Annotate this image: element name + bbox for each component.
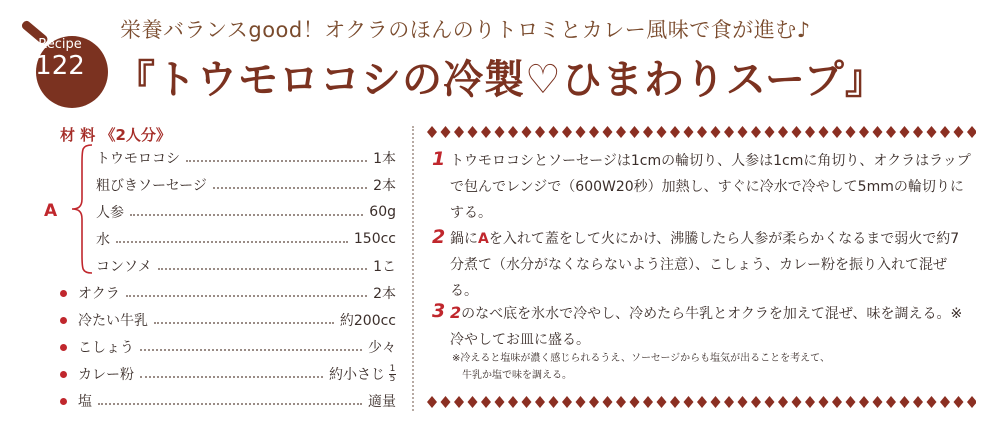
diamond-icon <box>589 396 599 408</box>
bullet-icon <box>60 344 67 351</box>
diamond-icon <box>927 396 937 408</box>
ingredient-amount: 1本 <box>373 151 396 167</box>
diamond-icon <box>873 396 883 408</box>
diamond-icon <box>954 396 964 408</box>
diamond-icon <box>603 396 613 408</box>
leader-dots <box>116 241 348 243</box>
diamond-icon <box>859 126 869 138</box>
diamond-icon <box>616 396 626 408</box>
bullet-icon <box>60 317 67 324</box>
ingredient-row <box>78 308 396 332</box>
diamond-icon <box>832 126 842 138</box>
diamond-icon <box>873 126 883 138</box>
diamond-icon <box>549 126 559 138</box>
diamond-icon <box>846 396 856 408</box>
diamond-icon <box>900 126 910 138</box>
diamond-icon <box>805 126 815 138</box>
ingredient-amount <box>329 364 396 385</box>
amount-text: 約小さじ <box>329 366 385 383</box>
fraction <box>389 365 396 384</box>
diamond-icon <box>805 396 815 408</box>
ingredients-heading: 材 料 《2人分》 <box>60 126 171 144</box>
step-number: 3 <box>432 300 446 322</box>
ingredient-name: 塩 <box>78 394 92 410</box>
diamond-icon <box>684 396 694 408</box>
ingredient-name: カレー粉 <box>78 367 134 383</box>
brace-icon <box>70 143 94 275</box>
ingredient-row <box>78 362 396 386</box>
step-text-body: のなべ底を氷水で冷やし、冷めたら牛乳とオクラを加えて混ぜ、味を調える。※ 冷やしてお皿に盛る。 <box>450 306 963 348</box>
diamond-icon <box>468 126 478 138</box>
ingredient-amount: 1こ <box>373 259 396 275</box>
diamond-icon <box>522 396 532 408</box>
diamond-icon <box>535 396 545 408</box>
diamond-icon <box>630 126 640 138</box>
ingredient-row <box>96 227 396 251</box>
diamond-icon <box>643 126 653 138</box>
diamond-icon <box>913 396 923 408</box>
diamond-icon <box>900 396 910 408</box>
diamond-icon <box>765 396 775 408</box>
diamond-icon <box>940 396 950 408</box>
diamond-icon <box>481 126 491 138</box>
diamond-icon <box>508 396 518 408</box>
diamond-icon <box>549 396 559 408</box>
diamond-icon <box>859 396 869 408</box>
note <box>452 350 952 384</box>
diamond-icon <box>454 396 464 408</box>
leader-dots <box>186 160 367 162</box>
ingredient-row <box>78 389 396 413</box>
ingredient-name: こしょう <box>78 340 134 356</box>
ingredient-amount: 2本 <box>373 286 396 302</box>
leader-dots <box>98 403 362 405</box>
step-ref-number: 2 <box>450 303 462 322</box>
leader-dots <box>213 187 367 189</box>
diamond-icon <box>481 396 491 408</box>
diamond-icon <box>751 396 761 408</box>
step-text <box>450 300 972 353</box>
diamond-icon <box>778 396 788 408</box>
diamond-icon <box>792 126 802 138</box>
ingredient-row <box>96 146 396 170</box>
diamond-icon <box>724 396 734 408</box>
badge-label: Recipe <box>38 37 82 52</box>
diamond-icon <box>738 396 748 408</box>
column-divider <box>412 126 414 411</box>
step-number: 1 <box>432 148 446 170</box>
step-text-after: を入れて蓋をして火にかけ、沸騰したら人参が柔らかくなるまで弱火で約7分煮て（水分がなくならないよう注意）、こしょう、カレー粉を振り入れて混ぜる。 <box>450 231 960 299</box>
diamond-border-bottom <box>426 396 976 408</box>
ingredient-amount: 約200cc <box>339 313 396 329</box>
ingredient-name: コンソメ <box>96 259 152 275</box>
diamond-icon <box>603 126 613 138</box>
diamond-icon <box>697 396 707 408</box>
diamond-icon <box>468 396 478 408</box>
diamond-icon <box>657 396 667 408</box>
diamond-icon <box>657 126 667 138</box>
diamond-icon <box>670 126 680 138</box>
bullet-icon <box>60 290 67 297</box>
diamond-border-top <box>426 126 976 138</box>
diamond-icon <box>778 126 788 138</box>
leader-dots <box>126 295 367 297</box>
subtitle: 栄養バランスgood！オクラのほんのりトロミとカレー風味で食が進む♪ <box>120 18 811 42</box>
diamond-icon <box>670 396 680 408</box>
leader-dots <box>140 349 362 351</box>
ingredient-name: 水 <box>96 232 110 248</box>
step-text: トウモロコシとソーセージは1cmの輪切り、人参は1cmに角切り、オクラはラップで包んでレンジで（600W20秒）加熱し、すぐに冷水で冷やして5mmの輪切りにする。 <box>450 153 971 221</box>
diamond-icon <box>940 126 950 138</box>
diamond-icon <box>454 126 464 138</box>
diamond-icon <box>738 126 748 138</box>
diamond-icon <box>792 396 802 408</box>
diamond-icon <box>913 126 923 138</box>
ingredient-name: 人参 <box>96 205 124 221</box>
diamond-icon <box>819 126 829 138</box>
diamond-icon <box>751 126 761 138</box>
diamond-icon <box>954 126 964 138</box>
ingredient-amount: 60g <box>369 204 396 220</box>
recipe-badge <box>28 38 92 80</box>
diamond-icon <box>967 126 976 138</box>
diamond-icon <box>846 126 856 138</box>
note-line-1: ※冷えると塩味が濃く感じられるうえ、ソーセージからも塩気が出ることを考えて、 <box>452 353 830 364</box>
note-line-2: 牛乳か塩で味を調える。 <box>462 370 572 381</box>
ingredient-amount: 150cc <box>353 231 396 247</box>
diamond-icon <box>576 396 586 408</box>
diamond-icon <box>630 396 640 408</box>
group-a-label: A <box>44 201 58 221</box>
badge-number: 122 <box>35 51 85 81</box>
diamond-icon <box>724 126 734 138</box>
leader-dots <box>154 322 334 324</box>
step-highlight-a: A <box>478 231 489 247</box>
diamond-icon <box>522 126 532 138</box>
diamond-icon <box>427 126 437 138</box>
recipe-title: 『トウモロコシの冷製♡ひまわりスープ』 <box>115 57 886 103</box>
diamond-icon <box>535 126 545 138</box>
leader-dots <box>140 376 323 378</box>
ingredient-name: 粗びきソーセージ <box>96 178 207 194</box>
diamond-icon <box>441 126 451 138</box>
ingredient-name: トウモロコシ <box>96 151 180 167</box>
bullet-icon <box>60 371 67 378</box>
diamond-icon <box>643 396 653 408</box>
ingredient-row <box>96 200 396 224</box>
diamond-icon <box>508 126 518 138</box>
diamond-icon <box>927 126 937 138</box>
diamond-icon <box>684 126 694 138</box>
diamond-icon <box>711 126 721 138</box>
diamond-icon <box>562 126 572 138</box>
fraction-numerator: 1 <box>389 364 396 375</box>
diamond-icon <box>576 126 586 138</box>
diamond-icon <box>427 396 437 408</box>
diamond-icon <box>697 126 707 138</box>
diamond-icon <box>765 126 775 138</box>
diamond-icon <box>495 396 505 408</box>
diamond-icon <box>967 396 976 408</box>
step-number: 2 <box>432 226 446 248</box>
diamond-icon <box>616 126 626 138</box>
diamond-icon <box>441 396 451 408</box>
diamond-icon <box>562 396 572 408</box>
diamond-icon <box>886 396 896 408</box>
ingredient-row <box>78 281 396 305</box>
ingredient-row <box>96 173 396 197</box>
diamond-icon <box>819 396 829 408</box>
ingredient-amount: 2本 <box>373 178 396 194</box>
ingredient-name: 冷たい牛乳 <box>78 313 148 329</box>
step-text-before: 鍋に <box>450 231 478 247</box>
diamond-icon <box>495 126 505 138</box>
ingredient-amount: 少々 <box>368 340 396 356</box>
ingredient-amount: 適量 <box>368 394 396 410</box>
fraction-denominator: 5 <box>389 374 396 385</box>
diamond-icon <box>711 396 721 408</box>
bullet-icon <box>60 398 67 405</box>
diamond-icon <box>886 126 896 138</box>
ingredient-row <box>96 254 396 278</box>
step-text <box>450 226 972 304</box>
leader-dots <box>130 214 363 216</box>
diamond-icon <box>832 396 842 408</box>
diamond-icon <box>589 126 599 138</box>
ingredient-name: オクラ <box>78 286 120 302</box>
ingredient-row <box>78 335 396 359</box>
leader-dots <box>158 268 367 270</box>
